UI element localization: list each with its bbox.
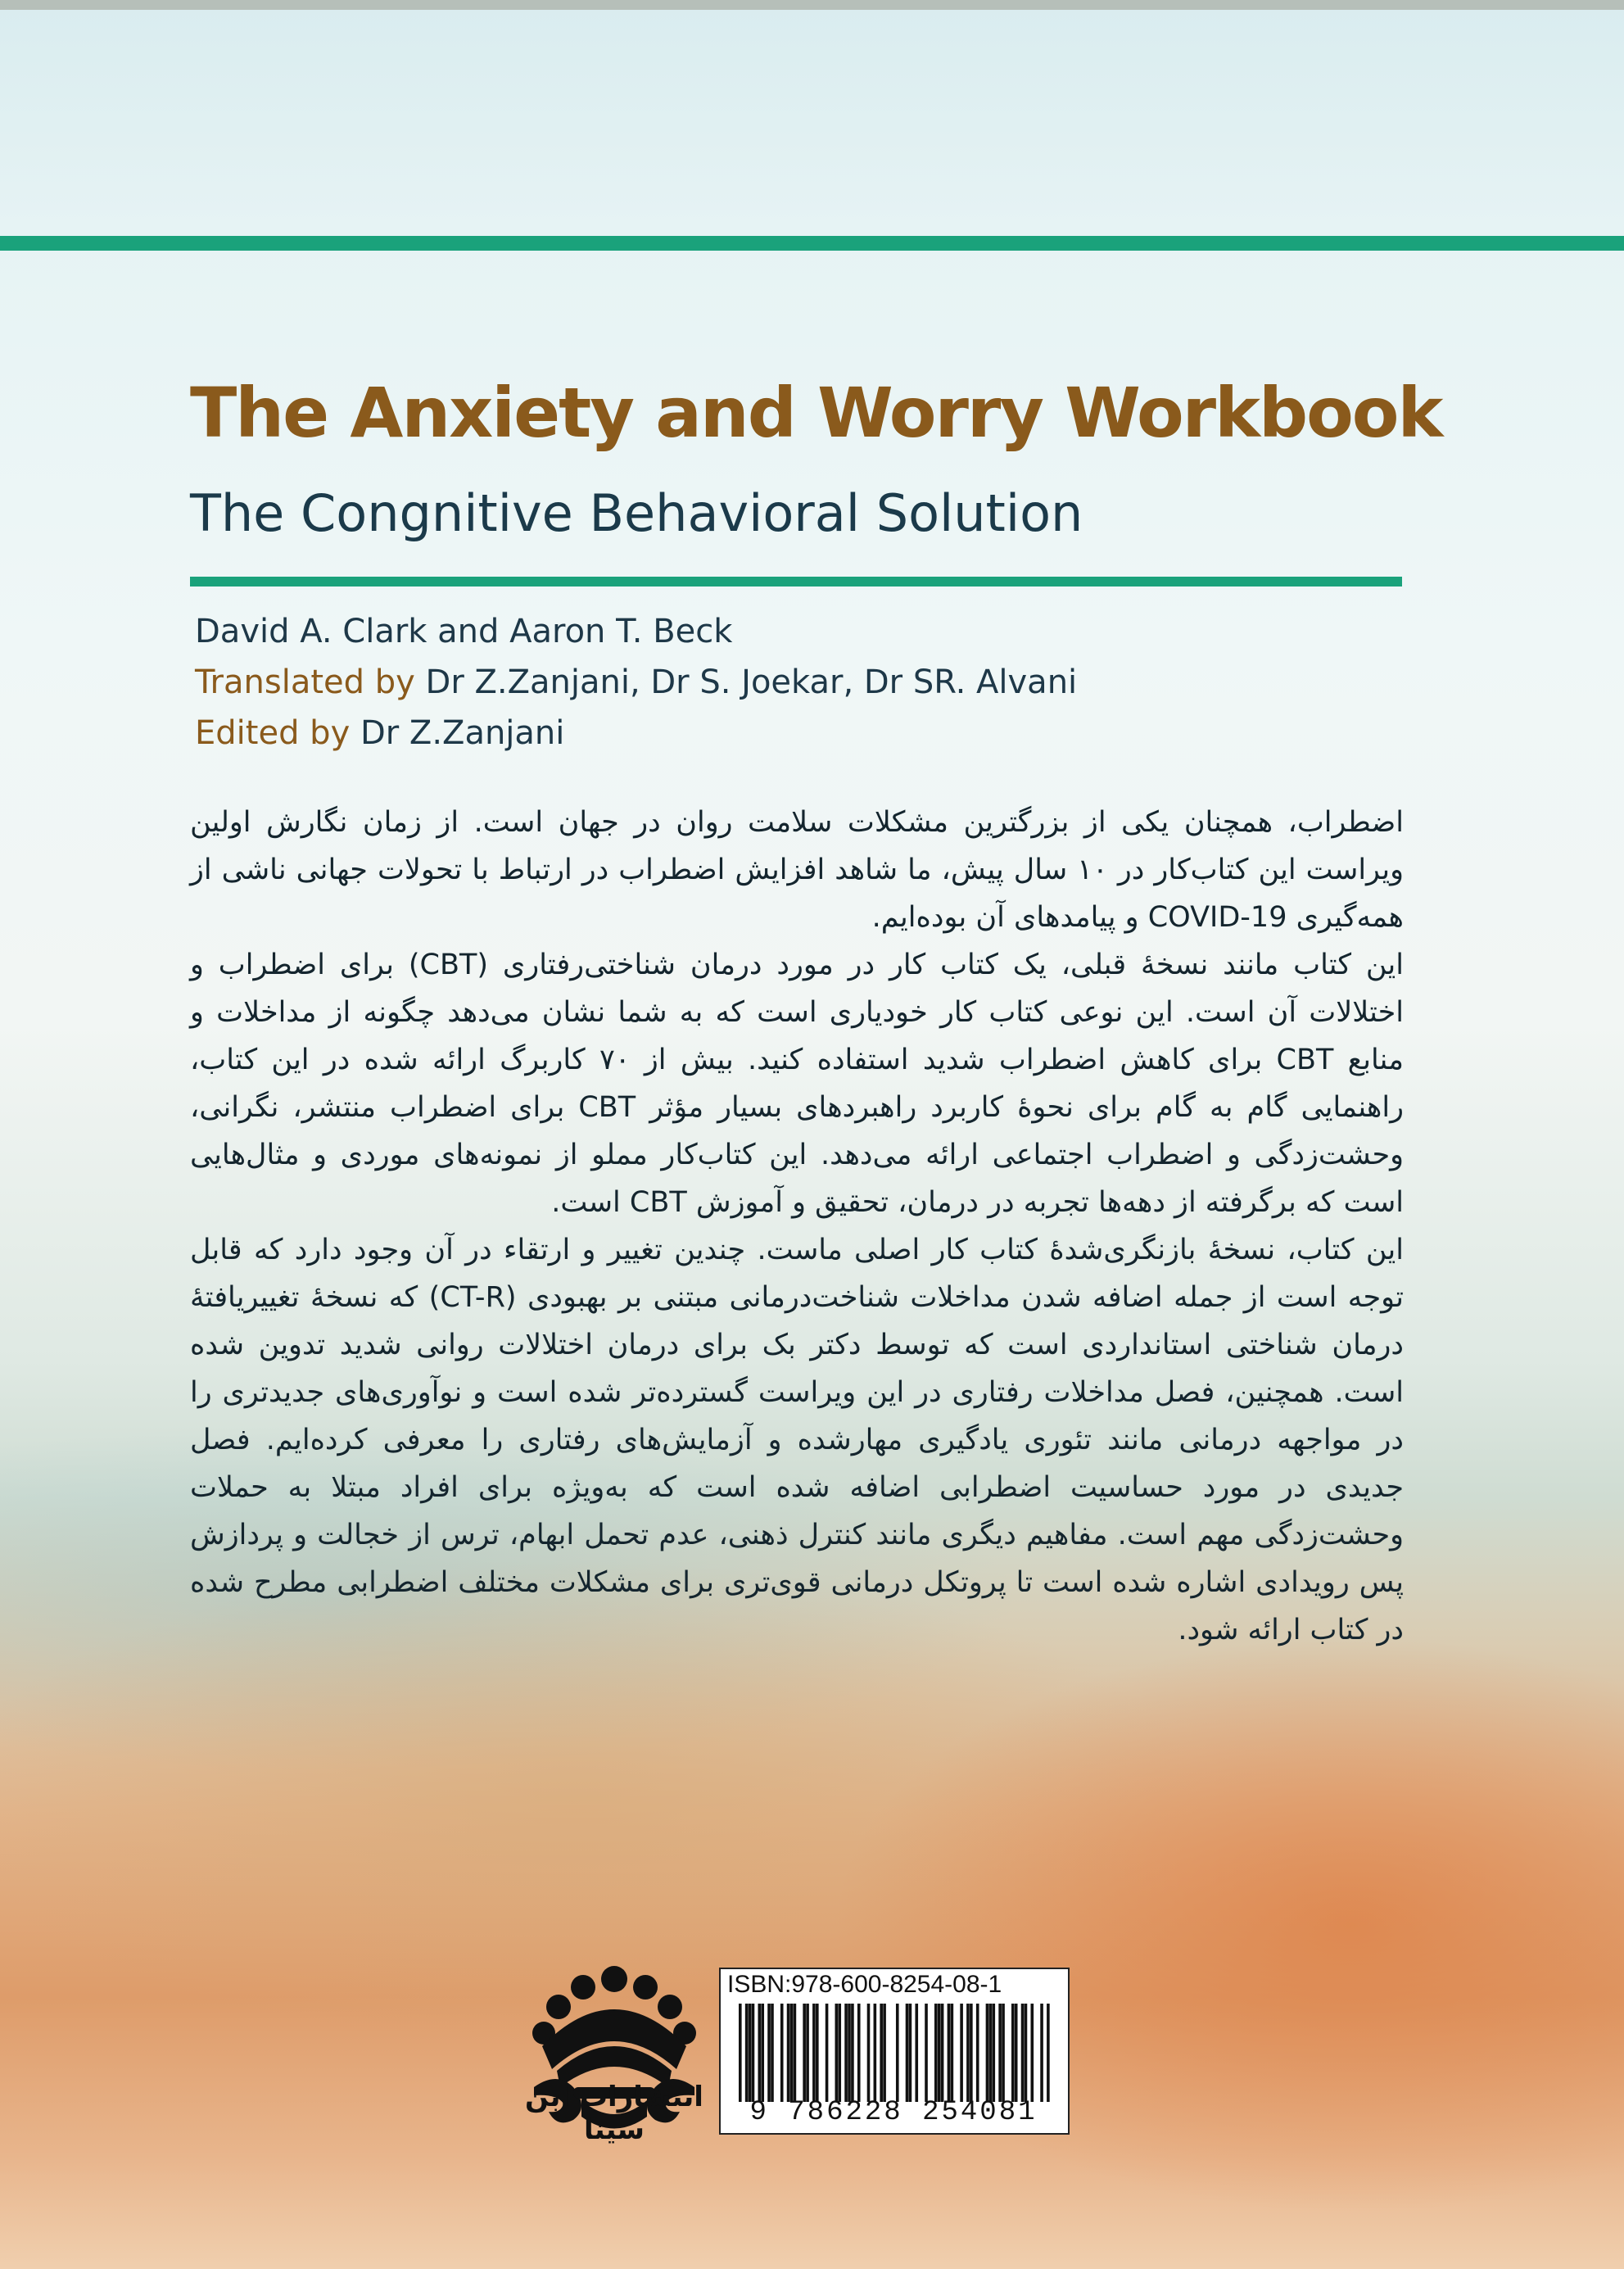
barcode-bar [767,2004,771,2102]
book-subtitle: The Congnitive Behavioral Solution [190,483,1083,543]
blurb-paragraph-3: این کتاب، نسخهٔ بازنگری‌شدهٔ کتاب کار اصلی ماست. چندین تغییر و ارتقاء در آن وجود دارد که قابل توجه است از جمله اضافه شدن مداخلات شناخت‌درمانی مبتنی بر بهبودی (CT-R) که نسخهٔ تغییریافتهٔ درمان شناختی استانداردی است که توسط دکتر بک برای درمان اختلالات روانی شدید تدوین شده است. همچنین، فصل مداخلات رفتاری در این ویراست گسترده‌تر شده است و نوآوری‌های جدیدتری را در مواجهه درمانی مانند تئوری یادگیری مهارشده و آزمایش‌های رفتاری را معرفی کرده‌ایم. فصل جدیدی در مورد حساسیت اضطرابی اضافه شده است که به‌ویژه برای افراد مبتلا به حملات وحشت‌زدگی مهم است. مفاهیم دیگری مانند کنترل ذهنی، عدم تحمل ابهام، ترس از خجالت و پردازش پس رویدادی اشاره شده است تا پروتکل درمانی قوی‌تری برای مشکلات مختلف اضطرابی مطرح شده در کتاب ارائه شود. [190,1234,1404,1646]
barcode-bar [934,2004,938,2102]
authors-line: David A. Clark and Aaron T. Beck [195,613,733,650]
barcode-bar [1011,2004,1015,2102]
barcode-bar [925,2004,928,2102]
barcode-bar [848,2004,851,2102]
barcode-bar [758,2004,762,2102]
barcode-bar [790,2004,794,2102]
isbn-label: ISBN:978-600-8254-08-1 [727,1971,1002,1998]
barcode-bar [851,2004,854,2102]
barcode-bar [816,2004,819,2102]
barcode-bar [844,2004,848,2102]
blurb-paragraph-2: این کتاب مانند نسخهٔ قبلی، یک کتاب کار در مورد درمان شناختی‌رفتاری (CBT) برای اضطراب و اختلالات آن است. این نوعی کتاب کار خودیاری است که به شما نشان می‌دهد چگونه از مداخلات و منابع CBT برای کاهش اضطراب شدید استفاده کنید. بیش از ۷۰ کاربرگ ارائه شده در این کتاب، راهنمایی گام به گام برای نحوهٔ کاربرد راهبردهای بسیار مؤثر CBT برای اضطراب منتشر، نگرانی، وحشت‌زدگی و اضطراب اجتماعی ارائه می‌دهد. این کتاب‌کار مملو از نمونه‌های موردی و مثال‌هایی است که برگرفته از دهه‌ها تجربه در درمان، تحقیق و آموزش CBT است. [190,949,1404,1219]
top-accent-rule [0,236,1624,251]
barcode-bar [835,2004,839,2102]
edited-by-label: Edited by [195,714,351,752]
translated-by-label: Translated by [195,663,415,701]
barcode-bar [857,2004,861,2102]
blurb-text [190,799,1404,1654]
editor-name: Dr Z.Zanjani [350,714,565,752]
top-edge-strip [0,0,1624,10]
barcode-bar [787,2004,790,2102]
barcode-bar [951,2004,954,2102]
barcode-bar [761,2004,764,2102]
translators-names: Dr Z.Zanjani, Dr S. Joekar, Dr SR. Alvani [414,663,1078,701]
barcode-bar [874,2004,877,2102]
credits-block [195,606,1341,759]
title-divider [190,577,1402,586]
barcode-bar [986,2004,989,2102]
barcode-bar [989,2004,993,2102]
barcode-bar [880,2004,883,2102]
barcode-bar [739,2004,742,2102]
translators-line [195,657,1341,708]
barcode-bar [1047,2004,1050,2102]
publisher-name: انتشارات ابن سینا [525,2081,703,2146]
barcode-bar [966,2004,970,2102]
shell-logo-icon [524,1964,704,2185]
barcode-bar [771,2004,774,2102]
barcode-bar [992,2004,995,2102]
barcode-bar [1025,2004,1028,2102]
barcode-bar [1002,2004,1005,2102]
book-title: The Anxiety and Worry Workbook [190,373,1442,453]
barcode-bar [1021,2004,1025,2102]
barcode-bar [838,2004,841,2102]
barcode-bar [1015,2004,1018,2102]
barcode-bar [941,2004,944,2102]
barcode-bar [960,2004,963,2102]
barcode-bar [794,2004,797,2102]
barcode-digits: 9 786228 254081 [749,2097,1038,2128]
barcode-bar [780,2004,784,2102]
barcode-bar [867,2004,871,2102]
barcode-bar [998,2004,1002,2102]
barcode-bar [896,2004,899,2102]
barcode-bar [938,2004,941,2102]
barcode-bars [739,2004,1050,2102]
barcode-bar [745,2004,749,2102]
barcode-bar [749,2004,752,2102]
barcode-bar [883,2004,886,2102]
barcode-bar [1040,2004,1043,2102]
barcode-bar [752,2004,755,2102]
barcode-bar [812,2004,816,2102]
blurb-paragraph-1: اضطراب، همچنان یکی از بزرگترین مشکلات سلامت روان در جهان است. از زمان نگارش اولین ویراست این کتاب‌کار در ۱۰ سال پیش، ما شاهد افزایش اضطراب در ارتباط با تحولات جهانی ناشی از همه‌گیری COVID-19 و پیامدهای آن بوده‌ایم. [190,806,1404,934]
barcode-bar [803,2004,806,2102]
barcode-bar [806,2004,809,2102]
barcode-bar [970,2004,973,2102]
barcode-bar [826,2004,829,2102]
barcode-bar [906,2004,909,2102]
barcode-bar [1030,2004,1034,2102]
editor-line [195,708,1341,759]
barcode-bar [915,2004,918,2102]
barcode-bar [948,2004,951,2102]
isbn-barcode [719,1968,1070,2135]
barcode-bar [976,2004,979,2102]
barcode-bar [909,2004,912,2102]
